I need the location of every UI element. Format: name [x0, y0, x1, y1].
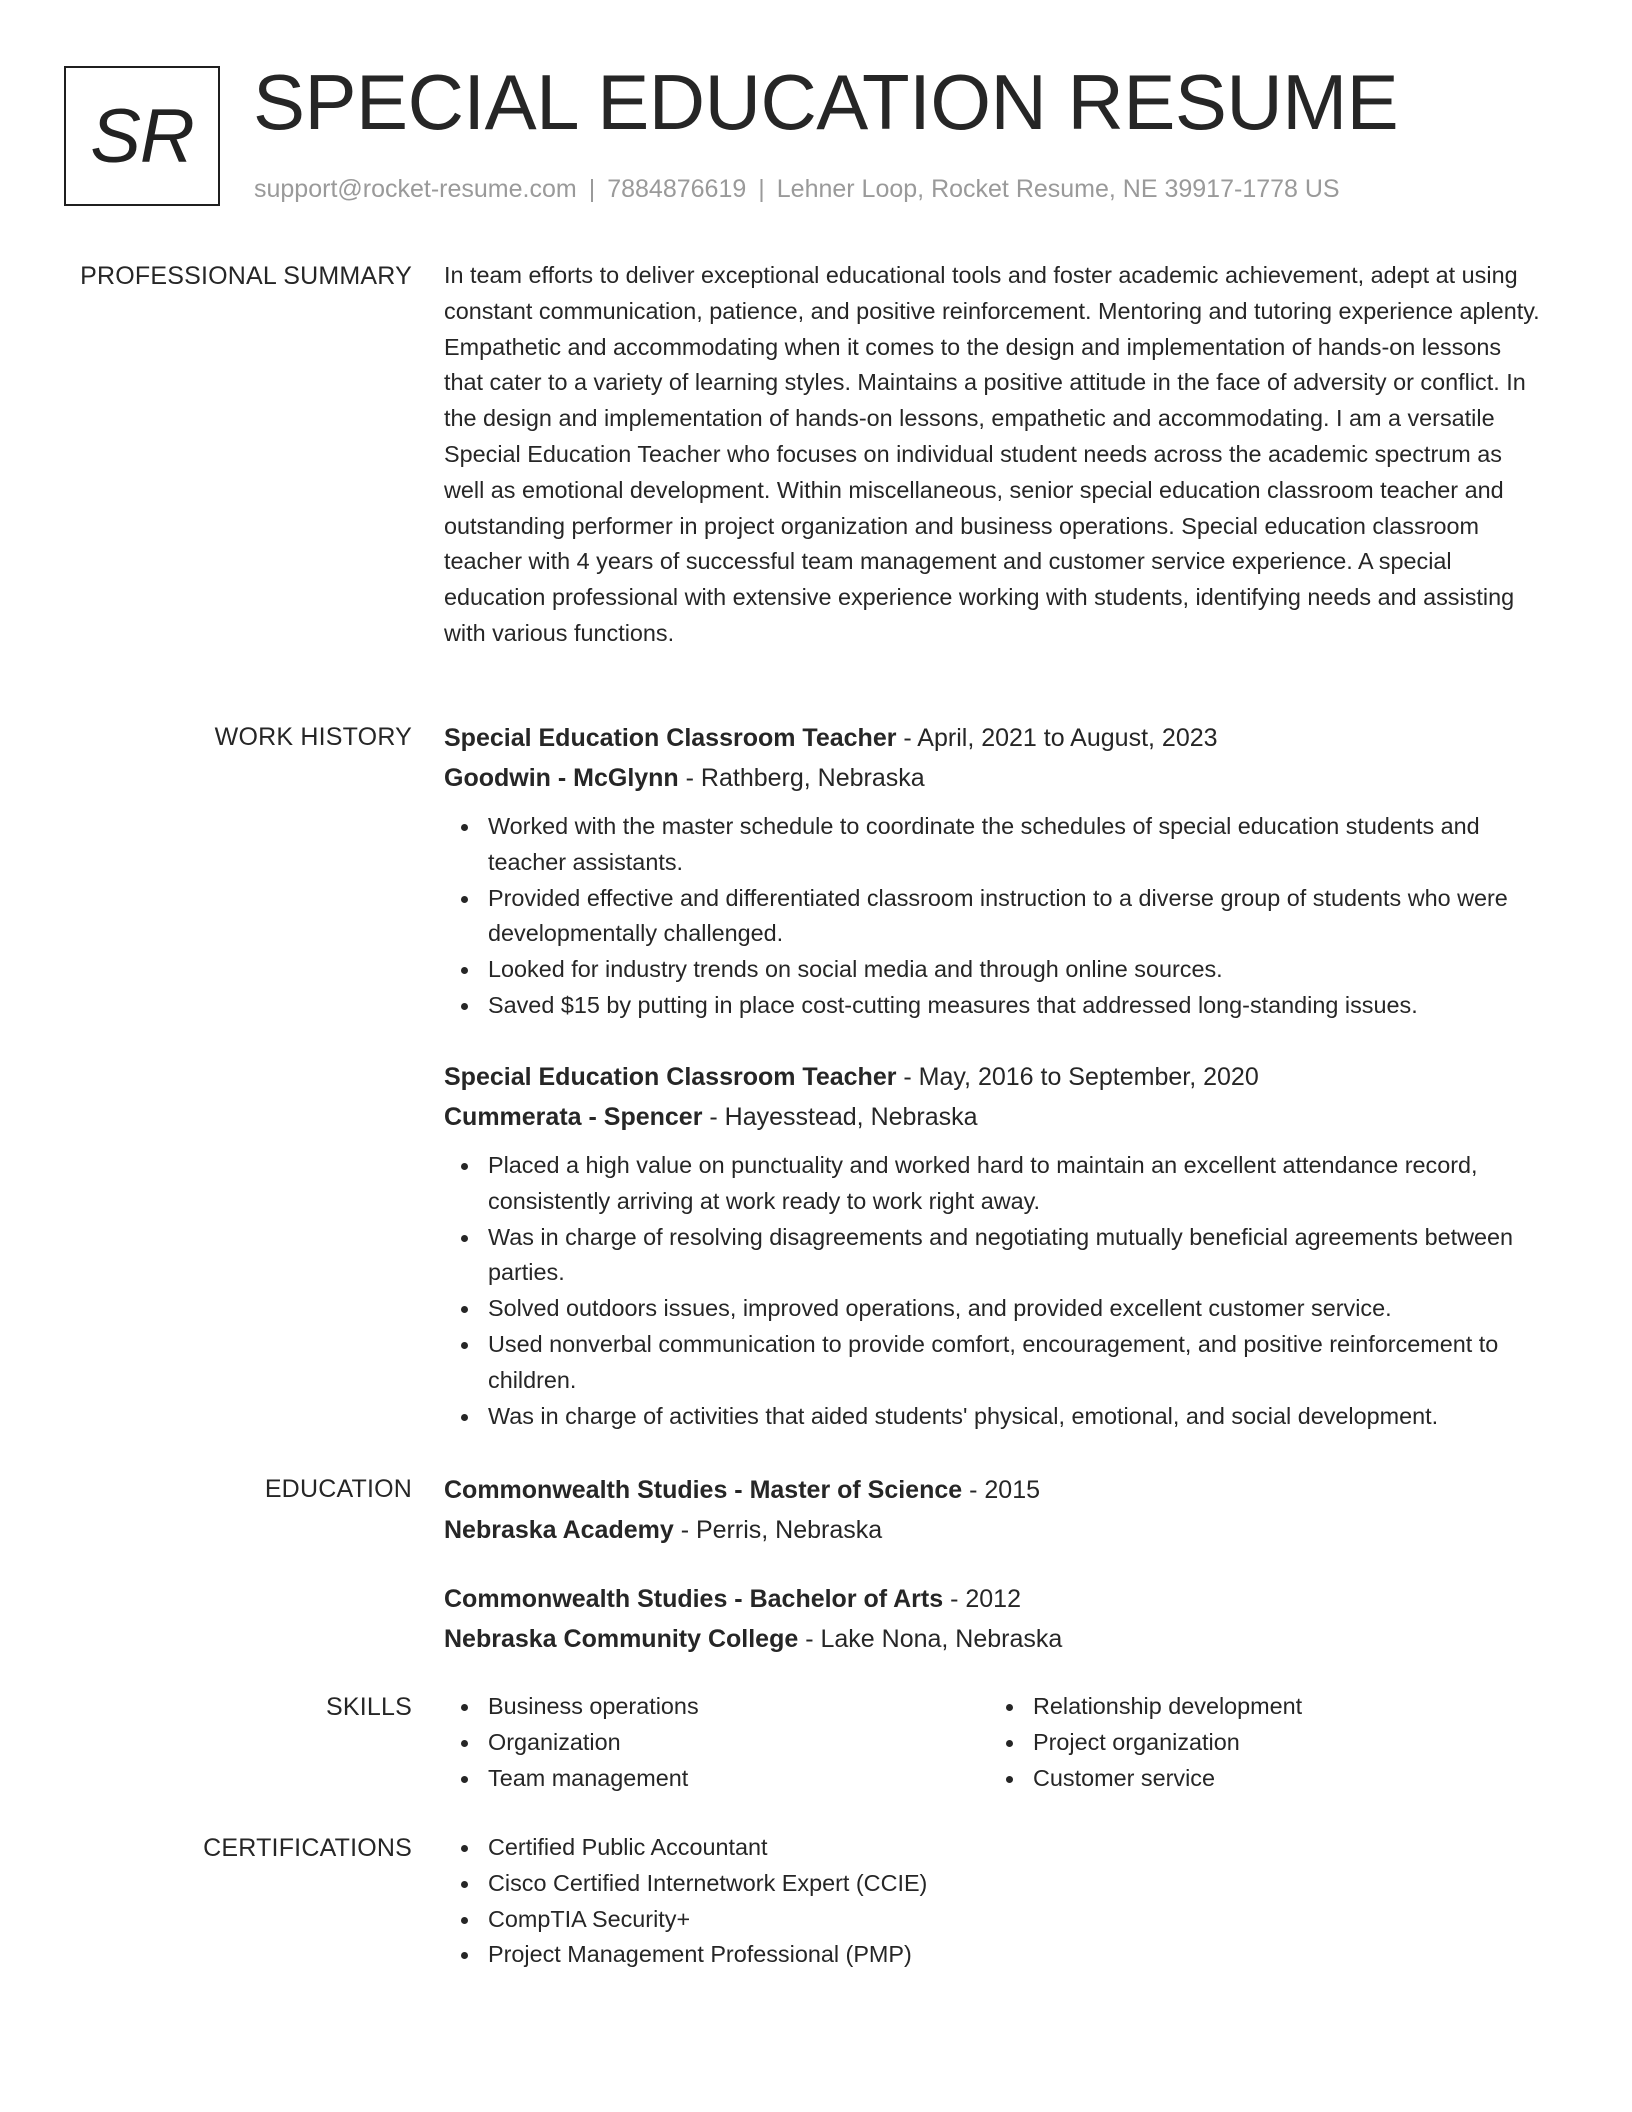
list-item: Was in charge of resolving disagreements and negotiating mutually beneficial agreements between parties.	[444, 1220, 1544, 1292]
list-item: Project Management Professional (PMP)	[444, 1937, 1544, 1973]
list-item: Cisco Certified Internetwork Expert (CCIE)	[444, 1866, 1544, 1902]
list-item: Certified Public Accountant	[444, 1830, 1544, 1866]
degree: Commonwealth Studies - Master of Science	[444, 1476, 963, 1504]
list-item: Customer service	[989, 1761, 1534, 1797]
list-item: CompTIA Security+	[444, 1902, 1544, 1938]
section-label-summary: PROFESSIONAL SUMMARY	[80, 262, 412, 290]
list-item: Looked for industry trends on social media and through online sources.	[444, 952, 1544, 988]
job-company: Goodwin - McGlynn	[444, 764, 679, 792]
monogram-logo: SR	[64, 66, 220, 206]
job-dates: - May, 2016 to September, 2020	[896, 1063, 1259, 1091]
degree-line	[444, 1471, 1544, 1509]
education-body	[444, 1471, 1544, 1549]
list-item: Project organization	[989, 1725, 1534, 1761]
section-label-certifications: CERTIFICATIONS	[203, 1834, 412, 1862]
resume-title: SPECIAL EDUCATION RESUME	[253, 58, 1399, 146]
school-location: - Perris, Nebraska	[673, 1516, 883, 1544]
summary-body	[444, 258, 1544, 652]
certifications-list	[444, 1830, 1544, 1973]
list-item: Relationship development	[989, 1689, 1534, 1725]
degree: Commonwealth Studies - Bachelor of Arts	[444, 1585, 944, 1613]
education-body-2	[444, 1580, 1544, 1658]
school: Nebraska Community College	[444, 1625, 799, 1653]
job-title: Special Education Classroom Teacher	[444, 724, 897, 752]
contact-line	[254, 172, 1340, 206]
summary-text: In team efforts to deliver exceptional educational tools and foster academic achievement, adept at using constant communication, patience, and positive reinforcement. Mentoring and tutoring experience aplenty. Empathetic and accommodating when it comes to the design and implementation of hands-on lessons that cater to a variety of learning styles. Maintains a positive attitude in the face of adversity or conflict. In the design and implementation of hands-on lessons, empathetic and accommodating. I am a versatile Special Education Teacher who focuses on individual student needs across the academic spectrum as well as emotional development. Within miscellaneous, senior special education classroom teacher and outstanding performer in project organization and business operations. Special education classroom teacher with 4 years of successful team management and customer service experience. A special education professional with extensive experience working with students, identifying needs and assisting with various functions.	[444, 262, 1540, 646]
contact-email: support@rocket-resume.com	[254, 175, 577, 203]
school-line	[444, 1511, 1544, 1549]
job-location: - Rathberg, Nebraska	[678, 764, 925, 792]
contact-separator: |	[758, 175, 765, 203]
contact-phone: 7884876619	[607, 175, 747, 203]
job-location: - Hayesstead, Nebraska	[702, 1103, 978, 1131]
degree-year: - 2015	[962, 1476, 1041, 1504]
list-item: Worked with the master schedule to coordinate the schedules of special education students and teacher assistants.	[444, 809, 1544, 881]
job-company-line	[444, 759, 1544, 797]
list-item: Saved $15 by putting in place cost-cutting measures that addressed long-standing issues.	[444, 988, 1544, 1024]
contact-separator: |	[588, 175, 596, 203]
degree-year: - 2012	[943, 1585, 1021, 1613]
job-company-line	[444, 1098, 1544, 1136]
job-dates: - April, 2021 to August, 2023	[896, 724, 1218, 752]
section-label-education: EDUCATION	[264, 1475, 412, 1503]
list-item: Was in charge of activities that aided students' physical, emotional, and social development.	[444, 1399, 1544, 1435]
skills-body	[444, 1689, 1544, 1796]
job-title-line	[444, 1058, 1544, 1096]
contact-address: Lehner Loop, Rocket Resume, NE 39917-1778 US	[776, 175, 1340, 203]
work-body	[444, 719, 1544, 1024]
list-item: Placed a high value on punctuality and worked hard to maintain an excellent attendance record, consistently arriving at work ready to work right away.	[444, 1148, 1544, 1220]
skills-list-left	[444, 1689, 989, 1796]
list-item: Organization	[444, 1725, 989, 1761]
list-item: Used nonverbal communication to provide comfort, encouragement, and positive reinforcement to children.	[444, 1327, 1544, 1399]
list-item: Business operations	[444, 1689, 989, 1725]
list-item: Provided effective and differentiated classroom instruction to a diverse group of students who were developmentally challenged.	[444, 881, 1544, 953]
job-title-line	[444, 719, 1544, 757]
job-bullets	[444, 809, 1544, 1024]
skills-columns	[444, 1689, 1544, 1796]
school: Nebraska Academy	[444, 1516, 674, 1544]
list-item: Team management	[444, 1761, 989, 1797]
list-item: Solved outdoors issues, improved operations, and provided excellent customer service.	[444, 1291, 1544, 1327]
job-entry	[444, 719, 1544, 1024]
school-location: - Lake Nona, Nebraska	[798, 1625, 1063, 1653]
job-company: Cummerata - Spencer	[444, 1103, 703, 1131]
job-title: Special Education Classroom Teacher	[444, 1063, 897, 1091]
skills-list-right	[989, 1689, 1534, 1796]
job-bullets	[444, 1148, 1544, 1434]
certifications-body	[444, 1830, 1544, 1973]
school-line	[444, 1620, 1544, 1658]
section-label-skills: SKILLS	[326, 1693, 412, 1721]
work-body-2	[444, 1058, 1544, 1434]
job-entry	[444, 1058, 1544, 1434]
degree-line	[444, 1580, 1544, 1618]
section-label-work-history: WORK HISTORY	[214, 723, 412, 751]
